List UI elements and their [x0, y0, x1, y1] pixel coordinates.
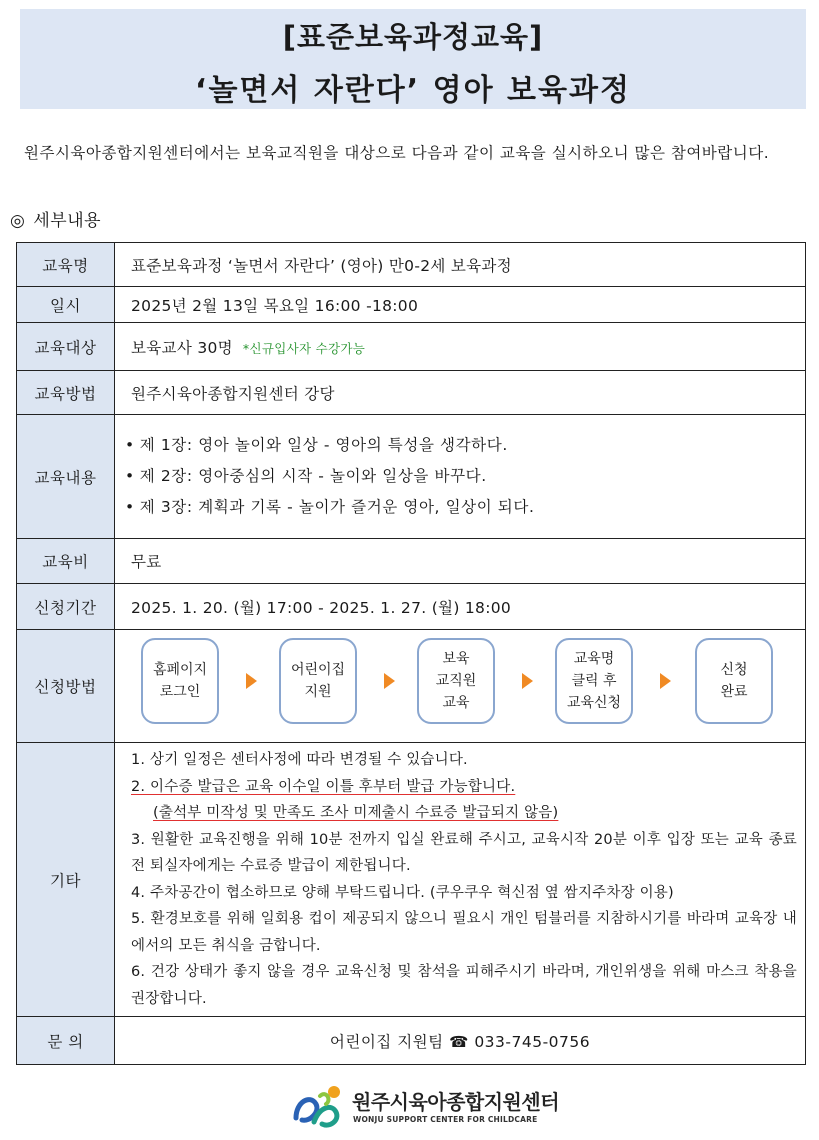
etc-item: 1. 상기 일정은 센터사정에 따라 변경될 수 있습니다.: [131, 752, 468, 768]
arrow-right-icon: [246, 673, 257, 689]
title-banner: [20, 9, 806, 109]
center-name-en: WONJU SUPPORT CENTER FOR CHILDCARE: [353, 1115, 538, 1124]
value-fee: 무료: [115, 539, 806, 584]
label-apply: 신청방법: [17, 630, 115, 743]
contact-phone: 033-745-0756: [474, 1032, 591, 1051]
label-etc: 기타: [17, 743, 115, 1017]
bullet-icon: •: [125, 467, 135, 485]
content-list: [115, 430, 805, 523]
apply-flow: [115, 630, 805, 742]
value-period: 2025. 1. 20. (월) 17:00 - 2025. 1. 27. (월) 18:00: [115, 584, 806, 630]
arrow-right-icon: [660, 673, 671, 689]
target-value: 보육교사 30명: [131, 338, 233, 357]
step-homepage-login: 홈페이지 로그인: [141, 638, 219, 724]
table-row-target: [17, 323, 806, 371]
etc-item: 6. 건강 상태가 좋지 않을 경우 교육신청 및 참석을 피해주시기 바라며, 개인위생을 위해 마스크 착용을 권장합니다.: [131, 964, 797, 1007]
center-logo-icon: [290, 1082, 346, 1132]
label-method: 교육방법: [17, 371, 115, 415]
etc-item: 2. 이수증 발급은 교육 이수일 이틀 후부터 발급 가능합니다.: [131, 778, 516, 795]
table-row-contact: [17, 1017, 806, 1065]
step-staff-education: 보육 교직원 교육: [417, 638, 495, 724]
page-title: [표준보육과정교육]: [282, 20, 544, 54]
label-contact: 문 의: [17, 1017, 115, 1065]
intro-paragraph: 원주시육아종합지원센터에서는 보육교직원을 대상으로 다음과 같이 교육을 실시하오니 많은 참여바랍니다.: [24, 144, 770, 162]
table-row-apply: [17, 630, 806, 743]
details-table: [16, 242, 806, 1065]
table-row-content: [17, 415, 806, 539]
target-note: *신규입사자 수강가능: [242, 340, 366, 356]
label-target: 교육대상: [17, 323, 115, 371]
section-title: 세부내용: [33, 211, 102, 231]
value-name: 표준보육과정 ‘놀면서 자란다’ (영아) 만0-2세 보육과정: [115, 243, 806, 287]
value-contact: [115, 1017, 806, 1065]
section-heading: [10, 206, 101, 231]
step-apply-course: 교육명 클릭 후 교육신청: [555, 638, 633, 724]
value-content: [115, 415, 806, 539]
label-fee: 교육비: [17, 539, 115, 584]
value-etc: [115, 743, 806, 1017]
page-subtitle: ‘놀면서 자란다’ 영아 보육과정: [195, 73, 631, 108]
value-target: [115, 323, 806, 371]
table-row-name: [17, 243, 806, 287]
label-datetime: 일시: [17, 287, 115, 323]
list-item: • 제 3장: 계획과 기록 - 놀이가 즐거운 영아, 일상이 되다.: [125, 498, 535, 516]
arrow-right-icon: [522, 673, 533, 689]
etc-item: 3. 원활한 교육진행을 위해 10분 전까지 입실 완료해 주시고, 교육시작 20분 이후 입장 또는 교육 종료 전 퇴실자에게는 수료증 발급이 제한됩니다.: [131, 831, 797, 874]
table-row-method: [17, 371, 806, 415]
etc-item: (출석부 미작성 및 만족도 조사 미제출시 수료증 발급되지 않음): [153, 805, 559, 821]
step-complete: 신청 완료: [695, 638, 773, 724]
phone-icon: ☎: [449, 1032, 469, 1051]
bullet-icon: •: [125, 498, 135, 516]
table-row-datetime: [17, 287, 806, 323]
label-content: 교육내용: [17, 415, 115, 539]
value-datetime: 2025년 2월 13일 목요일 16:00 -18:00: [115, 287, 806, 323]
table-row-etc: [17, 743, 806, 1017]
table-row-fee: [17, 539, 806, 584]
etc-item: 4. 주차공간이 협소하므로 양해 부탁드립니다. (쿠우쿠우 혁신점 옆 쌈지주차장 이용): [131, 884, 674, 901]
table-row-period: [17, 584, 806, 630]
etc-item: 5. 환경보호를 위해 일회용 컵이 제공되지 않으니 필요시 개인 텀블러를 지참하시기를 바라며 교육장 내에서의 모든 취식을 금합니다.: [131, 911, 797, 954]
list-item: • 제 2장: 영아중심의 시작 - 놀이와 일상을 바꾸다.: [125, 467, 487, 485]
value-method: 원주시육아종합지원센터 강당: [115, 371, 806, 415]
label-period: 신청기간: [17, 584, 115, 630]
value-apply: [115, 630, 806, 743]
center-name-ko: 원주시육아종합지원센터: [352, 1090, 560, 1114]
step-daycare-support: 어린이집 지원: [279, 638, 357, 724]
center-logo: [290, 1082, 560, 1132]
double-circle-icon: ◎: [10, 211, 26, 231]
contact-team: 어린이집 지원팀: [329, 1032, 444, 1051]
list-item: • 제 1장: 영아 놀이와 일상 - 영아의 특성을 생각하다.: [125, 436, 508, 454]
arrow-right-icon: [384, 673, 395, 689]
label-name: 교육명: [17, 243, 115, 287]
bullet-icon: •: [125, 436, 135, 454]
